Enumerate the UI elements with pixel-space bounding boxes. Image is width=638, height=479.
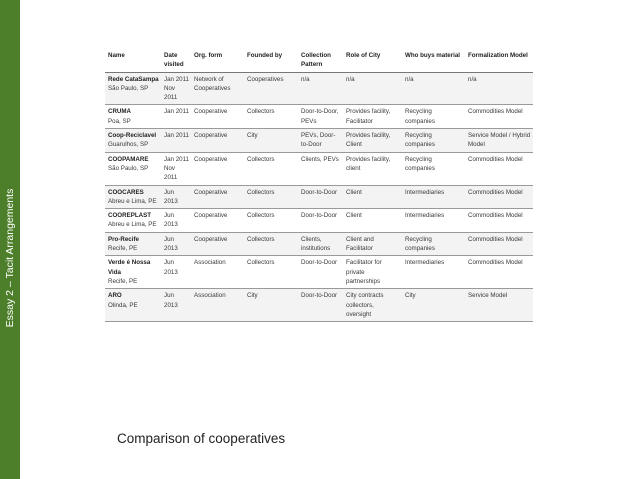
- date-cell: Jan 2011 Nov 2011: [161, 152, 191, 185]
- header-org-form: Org. form: [191, 49, 244, 72]
- cooperative-name: Rede CataSampa: [108, 75, 159, 83]
- collection-pattern-cell: Door-to-Door: [298, 256, 343, 289]
- name-cell: [105, 72, 161, 105]
- cooperative-name: CRUMA: [108, 108, 132, 116]
- header-who-buys-material: Who buys material: [402, 49, 465, 72]
- cooperatives-table: [105, 49, 533, 322]
- table-body: [105, 72, 533, 322]
- formalization-model-cell: Commodities Model: [465, 152, 533, 185]
- founded-by-cell: Collectors: [244, 152, 298, 185]
- table-row: [105, 232, 533, 256]
- name-cell: [105, 129, 161, 153]
- slide-caption: Comparison of cooperatives: [117, 431, 286, 446]
- collection-pattern-cell: Door-to-Door: [298, 185, 343, 209]
- sidebar-band: [0, 0, 20, 479]
- founded-by-cell: Collectors: [244, 209, 298, 233]
- formalization-model-cell: Commodities Model: [465, 209, 533, 233]
- org-form-cell: Cooperative: [191, 185, 244, 209]
- header-collection-pattern: Collection Pattern: [298, 49, 343, 72]
- name-cell: [105, 209, 161, 233]
- cooperative-location: Olinda, PE: [108, 301, 138, 309]
- collection-pattern-cell: Door-to-Door: [298, 209, 343, 233]
- role-of-city-cell: Client: [343, 185, 402, 209]
- collection-pattern-cell: PEVs, Door-to-Door: [298, 129, 343, 153]
- founded-by-cell: Collectors: [244, 232, 298, 256]
- role-of-city-cell: Provides facility, Client: [343, 129, 402, 153]
- org-form-cell: Association: [191, 256, 244, 289]
- cooperative-location: Guarulhos, SP: [108, 141, 149, 149]
- org-form-cell: Cooperative: [191, 129, 244, 153]
- date-cell: Jun 2013: [161, 209, 191, 233]
- table-row: [105, 185, 533, 209]
- formalization-model-cell: Service Model: [465, 289, 533, 322]
- who-buys-cell: Recycling companies: [402, 232, 465, 256]
- founded-by-cell: Cooperatives: [244, 72, 298, 105]
- table-row: [105, 72, 533, 105]
- cooperative-location: Recife, PE: [108, 277, 138, 285]
- header-founded-by: Founded by: [244, 49, 298, 72]
- cooperative-name: Coop-Reciclavel: [108, 132, 157, 140]
- org-form-cell: Association: [191, 289, 244, 322]
- cooperatives-table-container: [105, 49, 533, 322]
- cooperative-location: Abreu e Lima, PE: [108, 197, 157, 205]
- table-row: [105, 289, 533, 322]
- role-of-city-cell: Client: [343, 209, 402, 233]
- formalization-model-cell: n/a: [465, 72, 533, 105]
- date-cell: Jun 2013: [161, 232, 191, 256]
- table-row: [105, 152, 533, 185]
- date-cell: Jun 2013: [161, 289, 191, 322]
- who-buys-cell: Recycling companies: [402, 152, 465, 185]
- collection-pattern-cell: Clients, PEVs: [298, 152, 343, 185]
- header-formalization-model: Formalization Model: [465, 49, 533, 72]
- name-cell: [105, 152, 161, 185]
- org-form-cell: Cooperative: [191, 105, 244, 129]
- cooperative-name: ARO: [108, 292, 122, 300]
- date-cell: Jan 2011: [161, 105, 191, 129]
- cooperative-name: COOCARES: [108, 188, 144, 196]
- date-cell: Jan 2011 Nov 2011: [161, 72, 191, 105]
- role-of-city-cell: Facilitator for private partnerships: [343, 256, 402, 289]
- who-buys-cell: City: [402, 289, 465, 322]
- cooperative-location: São Paulo, SP: [108, 164, 149, 172]
- role-of-city-cell: Provides facility, Facilitator: [343, 105, 402, 129]
- date-cell: Jun 2013: [161, 185, 191, 209]
- who-buys-cell: Intermediaries: [402, 185, 465, 209]
- date-cell: Jun 2013: [161, 256, 191, 289]
- who-buys-cell: Recycling companies: [402, 129, 465, 153]
- org-form-cell: Network of Cooperatives: [191, 72, 244, 105]
- formalization-model-cell: Service Model / Hybrid Model: [465, 129, 533, 153]
- founded-by-cell: Collectors: [244, 256, 298, 289]
- who-buys-cell: n/a: [402, 72, 465, 105]
- role-of-city-cell: Client and Facilitator: [343, 232, 402, 256]
- name-cell: [105, 256, 161, 289]
- header-name: Name: [105, 49, 161, 72]
- collection-pattern-cell: n/a: [298, 72, 343, 105]
- header-date-visited: Date visited: [161, 49, 191, 72]
- founded-by-cell: City: [244, 129, 298, 153]
- founded-by-cell: City: [244, 289, 298, 322]
- name-cell: [105, 105, 161, 129]
- collection-pattern-cell: Door-to-Door: [298, 289, 343, 322]
- cooperative-location: São Paulo, SP: [108, 84, 149, 92]
- name-cell: [105, 185, 161, 209]
- header-role-of-city: Role of City: [343, 49, 402, 72]
- sidebar-title: Essay 2 – Tacit Arrangements: [4, 188, 16, 328]
- formalization-model-cell: Commodities Model: [465, 232, 533, 256]
- table-header-row: [105, 49, 533, 72]
- cooperative-name: COOREPLAST: [108, 212, 151, 220]
- who-buys-cell: Intermediaries: [402, 256, 465, 289]
- founded-by-cell: Collectors: [244, 105, 298, 129]
- role-of-city-cell: City contracts collectors, oversight: [343, 289, 402, 322]
- cooperative-name: COOPAMARE: [108, 155, 149, 163]
- cooperative-location: Poa, SP: [108, 117, 131, 125]
- founded-by-cell: Collectors: [244, 185, 298, 209]
- cooperative-location: Recife, PE: [108, 245, 138, 253]
- table-row: [105, 209, 533, 233]
- table-row: [105, 256, 533, 289]
- org-form-cell: Cooperative: [191, 152, 244, 185]
- role-of-city-cell: n/a: [343, 72, 402, 105]
- who-buys-cell: Intermediaries: [402, 209, 465, 233]
- org-form-cell: Cooperative: [191, 209, 244, 233]
- collection-pattern-cell: Door-to-Door, PEVs: [298, 105, 343, 129]
- formalization-model-cell: Commodities Model: [465, 256, 533, 289]
- name-cell: [105, 232, 161, 256]
- role-of-city-cell: Provides facility, client: [343, 152, 402, 185]
- table-row: [105, 105, 533, 129]
- cooperative-location: Abreu e Lima, PE: [108, 221, 157, 229]
- formalization-model-cell: Commodities Model: [465, 185, 533, 209]
- name-cell: [105, 289, 161, 322]
- table-row: [105, 129, 533, 153]
- cooperative-name: Verde é Nossa Vida: [108, 259, 151, 276]
- who-buys-cell: Recycling companies: [402, 105, 465, 129]
- collection-pattern-cell: Clients, institutions: [298, 232, 343, 256]
- org-form-cell: Cooperative: [191, 232, 244, 256]
- cooperative-name: Pro-Recife: [108, 235, 139, 243]
- formalization-model-cell: Commodities Model: [465, 105, 533, 129]
- date-cell: Jan 2011: [161, 129, 191, 153]
